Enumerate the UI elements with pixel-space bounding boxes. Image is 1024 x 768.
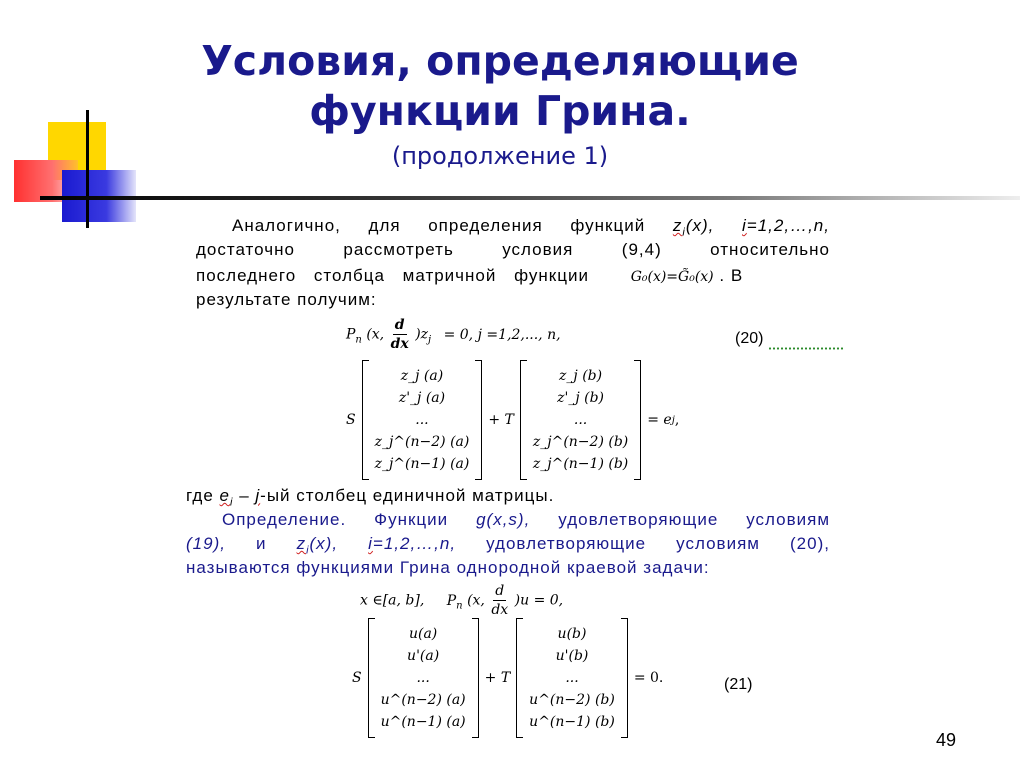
eq21-col-b-entry: ... [565, 670, 579, 686]
eq20-open: (x, [366, 326, 385, 343]
para2-e-letter: e [219, 486, 231, 505]
eq20-column-b [527, 365, 634, 475]
eq20-matrix-row [346, 360, 679, 480]
para2-dash: – [233, 486, 256, 505]
para3-and: и [256, 534, 267, 553]
eq21-eq-zero: = 0. [633, 670, 664, 686]
eq21-derivative [491, 582, 508, 619]
title-line-2: функции Грина. [309, 87, 691, 135]
decor-vertical-line [86, 110, 89, 228]
para3-g: g(x,s), [476, 510, 531, 529]
para3-z-arg: (x), [309, 534, 339, 553]
eq20-e-sub: j [671, 414, 675, 426]
eq21-bracket-right-a [472, 618, 479, 738]
para3-i: i [368, 534, 373, 553]
eq21-col-a-entry: u^(n−2) (a) [380, 692, 466, 708]
eq20-col-b-entry: z'_j (b) [557, 390, 605, 406]
para3-rest: удовлетворяющие условиям (20), [486, 534, 830, 553]
para1-line3 [196, 264, 830, 289]
eq21-col-a-entry: u'(a) [407, 648, 440, 664]
eq20-eq-e: = e [647, 412, 672, 428]
eq20-col-a-entry: ... [415, 412, 429, 428]
para2-gde: где [186, 486, 214, 505]
eq20-line1 [346, 316, 561, 353]
eq21-d-num: d [495, 583, 505, 599]
eq21-plus-T: + T [484, 670, 511, 686]
para3-range [368, 534, 456, 553]
eq21-matrix-row [352, 618, 663, 738]
decor-horizontal-line [40, 196, 1020, 200]
para3-19: (19), [186, 534, 226, 553]
para3-z [296, 534, 339, 557]
eq20-bracket-right-a [475, 360, 482, 480]
eq21-matrix [352, 618, 663, 738]
eq20-bracket-left-b [520, 360, 527, 480]
para3-line1 [186, 508, 830, 532]
eq20-zj: j [428, 334, 432, 346]
para2-e [219, 486, 234, 509]
para1-z-letter: z [672, 216, 683, 235]
eq20-col-b-entry: z_j^(n−2) (b) [532, 434, 629, 450]
para3-text-b: удовлетворяющие условиям [558, 510, 831, 529]
para2-j: j [255, 486, 261, 505]
eq21-col-a-entry: u^(n−1) (a) [380, 714, 466, 730]
eq20-d-num: d [394, 317, 405, 333]
eq21-n: n [456, 600, 463, 612]
para1-line3-end: . В [719, 266, 744, 285]
eq21-open: (x, [467, 592, 485, 609]
eq20-col-b-entry: z_j^(n−1) (b) [532, 456, 629, 472]
eq20-column-a [369, 365, 476, 475]
eq20-derivative [391, 316, 409, 353]
eq20-S: S [346, 412, 356, 428]
para2-rest: -ый столбец единичной матрицы. [260, 486, 555, 505]
eq20-n: n [355, 334, 362, 346]
eq20-col-a-entry: z'_j (a) [398, 390, 446, 406]
eq20-col-a-entry: z_j^(n−2) (a) [374, 434, 470, 450]
eq20-col-b-entry: z_j (b) [559, 368, 603, 384]
para1-line2: достаточно рассмотреть условия (9,4) относительно [196, 240, 830, 259]
eq21-column-b [523, 623, 621, 733]
eq20-matrix [346, 360, 679, 480]
eq20-comma: , [674, 412, 680, 428]
eq21-column-a [375, 623, 472, 733]
eq20-col-a-entry: z_j (a) [400, 368, 444, 384]
para1-matrix-function: G₀(x)=G̃₀(x) [630, 269, 714, 285]
title-line-1: Условия, определяющие [201, 37, 799, 85]
para1-line3-text: последнего столбца матричной функции [196, 266, 589, 285]
para1-z-sub: i [682, 226, 686, 239]
para3-z-sub: i [306, 544, 310, 557]
eq21-line1 [360, 582, 563, 619]
para1-z [672, 216, 715, 239]
para1-i: i [742, 216, 747, 235]
para3-range-text: =1,2,…,n, [372, 534, 457, 553]
eq21-col-b-entry: u'(b) [555, 648, 589, 664]
eq20-plus-T: + T [488, 412, 514, 428]
para1-z-arg: (x), [685, 216, 715, 235]
eq21-col-a-entry: ... [416, 670, 430, 686]
eq20-green-underline [768, 347, 844, 350]
eq21-number: (21) [724, 676, 753, 693]
eq21-P: P [446, 592, 457, 609]
eq20-number: (20) [735, 330, 764, 347]
eq20-rest: = 0, j =1,2,..., n, [443, 326, 561, 343]
eq20-col-a-entry: z_j^(n−1) (a) [374, 456, 470, 472]
eq20-col-b-entry: ... [573, 412, 588, 428]
eq21-bracket-left-a [368, 618, 375, 738]
para1-line4: результате получим: [196, 290, 377, 309]
para3-z-letter: z [296, 534, 307, 553]
slide-subtitle: (продолжение 1) [391, 142, 609, 170]
eq21-bracket-right-b [621, 618, 628, 738]
eq20-bracket-left-a [362, 360, 369, 480]
eq20-close: )z [415, 326, 429, 343]
para1-range-text: =1,2,…,n, [746, 216, 830, 235]
eq21-d-den: dx [491, 602, 509, 618]
para3-text-a: Определение. Функции [222, 510, 449, 529]
eq21-col-a-entry: u(a) [408, 626, 438, 642]
eq20-bracket-right-b [634, 360, 641, 480]
eq21-col-b-entry: u^(n−1) (b) [529, 714, 615, 730]
para3-line3: называются функциями Грина однородной краевой задачи: [186, 558, 710, 577]
para1-range [742, 216, 830, 235]
para2-e-sub: i [230, 496, 234, 509]
eq21-bracket-left-b [516, 618, 523, 738]
eq20-P: P [346, 326, 356, 343]
page-number: 49 [936, 730, 957, 750]
eq21-x-in: x ∈[a, b], [360, 592, 425, 609]
para1-text-a: Аналогично, для определения функций [232, 216, 646, 235]
eq21-close: )u = 0, [514, 592, 564, 609]
slide-title [130, 36, 870, 136]
eq21-col-b-entry: u^(n−2) (b) [529, 692, 615, 708]
eq20-d-den: dx [390, 336, 409, 352]
eq21-S: S [352, 670, 362, 686]
eq21-col-b-entry: u(b) [557, 626, 587, 642]
